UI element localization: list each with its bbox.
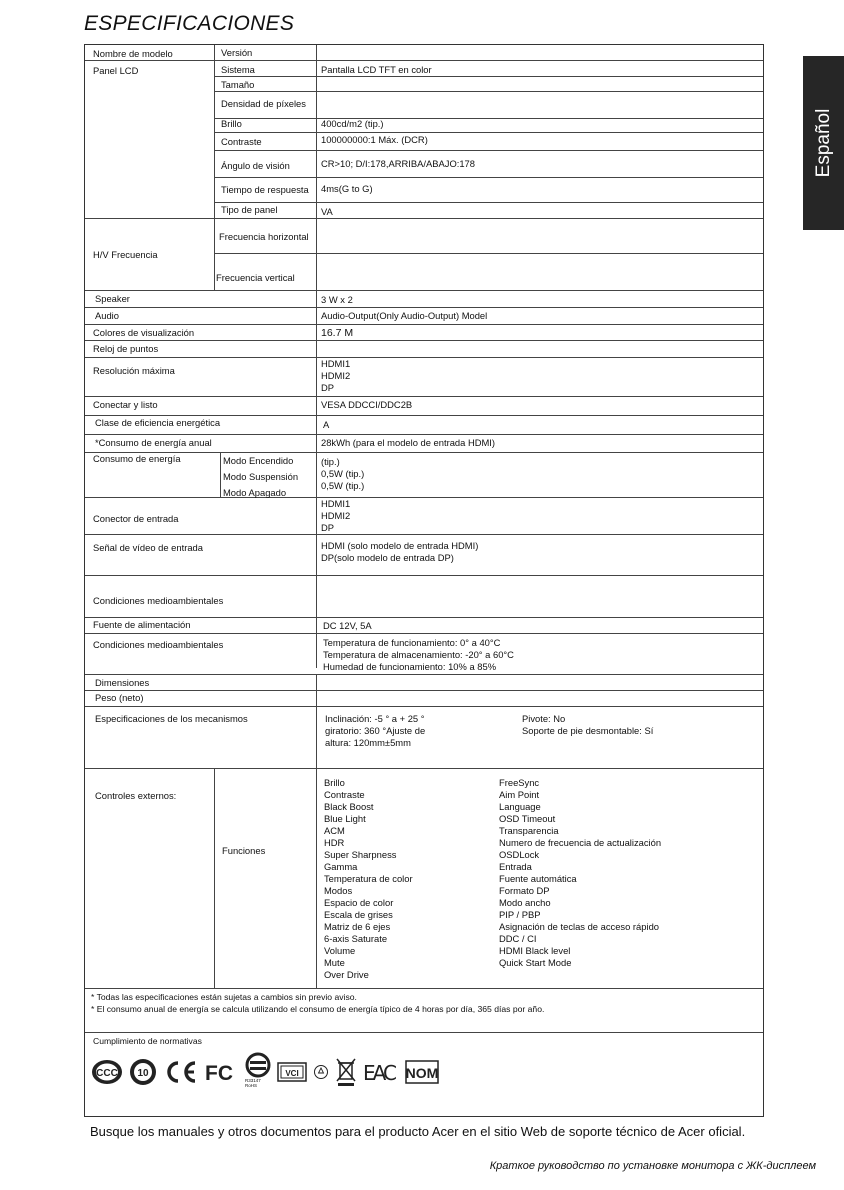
brightness-value: 400cd/m2 (tip.) <box>321 118 384 129</box>
note-energy: * El consumo anual de energía se calcula utilizando el consumo de energía típico de 4 horas por día, 365 días por año. <box>91 1004 545 1014</box>
svg-text:10: 10 <box>137 1068 149 1079</box>
system-value: Pantalla LCD TFT en color <box>321 64 432 75</box>
weight-label: Peso (neto) <box>95 692 144 703</box>
power-consumption-label: Consumo de energía <box>93 453 181 464</box>
functions-column-2: FreeSync Aim Point Language OSD Timeout Transparencia Numero de frecuencia de actualización OSDLock Entrada Fuente automática Formato DP Modo ancho PIP / PBP Asignación de teclas de acceso rápido DDC / CI HDMI Black level Quick Start Mode <box>499 777 662 968</box>
specifications-table <box>84 44 764 1117</box>
svg-text:NOM: NOM <box>405 1065 439 1081</box>
max-resolution-label: Resolución máxima <box>93 365 175 376</box>
lcd-panel-label: Panel LCD <box>93 65 139 76</box>
panel-type-label: Tipo de panel <box>221 204 278 215</box>
plug-and-play-value: VESA DDCCI/DDC2B <box>321 399 413 410</box>
language-tab-label: Español <box>812 108 834 178</box>
functions-column-1: Brillo Contraste Black Boost Blue Light ACM HDR Super Sharpness Gamma Temperatura de color Modos Espacio de color Escala de grises Matriz de 6 ejes 6-axis Saturate Volume Mute Over Drive <box>324 777 413 980</box>
response-time-label: Tiempo de respuesta <box>221 184 309 195</box>
env-conditions-label-2: Condiciones medioambientales <box>93 639 224 650</box>
svg-text:CCC: CCC <box>96 1068 118 1079</box>
viewing-angle-value: CR>10; D/I:178,ARRIBA/ABAJO:178 <box>321 158 475 169</box>
nom-icon <box>405 1060 439 1084</box>
annual-energy-label: *Consumo de energía anual <box>95 437 212 448</box>
max-resolution-value: HDMI1 HDMI2 DP <box>321 358 351 393</box>
viewing-angle-label: Ángulo de visión <box>221 160 290 171</box>
annual-energy-value: 28kWh (para el modelo de entrada HDMI) <box>321 437 496 448</box>
power-source-label: Fuente de alimentación <box>93 619 191 630</box>
svg-text:EAC: EAC <box>363 1061 397 1084</box>
power-modes: Modo Encendido Modo Suspensión Modo Apagado <box>223 455 299 498</box>
plug-and-play-label: Conectar y listo <box>93 399 158 410</box>
brightness-label: Brillo <box>221 118 242 129</box>
panel-type-value: VA <box>321 206 333 217</box>
hv-frequency-label: H/V Frecuencia <box>93 249 158 260</box>
dimensions-label: Dimensiones <box>95 677 150 688</box>
pixel-density-label: Densidad de píxeles <box>221 98 306 109</box>
compliance-label: Cumplimiento de normativas <box>93 1036 202 1046</box>
compliance-logos <box>91 1052 439 1092</box>
power-source-value: DC 12V, 5A <box>323 620 372 631</box>
compliance-icon-code: R33147 RoHS <box>245 1078 261 1088</box>
dot-clock-label: Reloj de puntos <box>93 343 159 354</box>
system-label: Sistema <box>221 64 255 75</box>
speaker-value: 3 W x 2 <box>321 294 353 305</box>
version-label: Versión <box>221 47 253 58</box>
display-colors-value: 16.7 M <box>321 327 354 339</box>
svg-text:FC: FC <box>205 1062 233 1085</box>
energy-class-label: Clase de eficiencia energética <box>95 417 221 428</box>
video-input-label: Señal de vídeo de entrada <box>93 542 203 553</box>
eac-icon <box>363 1060 399 1084</box>
guide-caption: Краткое руководство по установке монитора с ЖК-дисплеем <box>489 1160 816 1172</box>
size-label: Tamaño <box>221 79 255 90</box>
ce-icon <box>163 1059 199 1085</box>
mechanism-left: Inclinación: -5 ° a + 25 ° giratorio: 360 °Ajuste de altura: 120mm±5mm <box>325 713 426 748</box>
support-footer-text: Busque los manuales y otros documentos para el producto Acer en el sitio Web de soporte técnico de Acer oficial. <box>90 1124 746 1139</box>
speaker-label: Speaker <box>95 293 130 304</box>
china-rohs-10-icon <box>129 1058 157 1086</box>
page-title: ESPECIFICACIONES <box>84 12 295 35</box>
vertical-frequency-label: Frecuencia vertical <box>216 272 295 283</box>
svg-text:VCI: VCI <box>285 1069 299 1078</box>
display-colors-label: Colores de visualización <box>93 327 195 338</box>
contrast-value: 100000000:1 Máx. (DCR) <box>321 134 428 145</box>
input-connector-label: Conector de entrada <box>93 513 179 524</box>
horizontal-frequency-label: Frecuencia horizontal <box>219 231 309 242</box>
contrast-label: Contraste <box>221 136 262 147</box>
vcci-icon <box>277 1062 307 1082</box>
language-tab <box>803 56 844 230</box>
audio-value: Audio-Output(Only Audio-Output) Model <box>321 310 488 321</box>
input-connector-value: HDMI1 HDMI2 DP <box>321 498 351 533</box>
env-conditions-label-1: Condiciones medioambientales <box>93 595 224 606</box>
model-name-label: Nombre de modelo <box>93 48 173 59</box>
external-controls-label: Controles externos: <box>95 790 177 801</box>
recycle-icon <box>313 1064 329 1080</box>
response-time-value: 4ms(G to G) <box>321 183 373 194</box>
pse-icon <box>245 1052 271 1092</box>
note-changes: * Todas las especificaciones están sujetas a cambios sin previo aviso. <box>91 992 357 1002</box>
mechanism-right: Pivote: No Soporte de pie desmontable: Sí <box>522 713 654 736</box>
power-values: (tip.) 0,5W (tip.) 0,5W (tip.) <box>321 456 365 491</box>
functions-label: Funciones <box>222 845 266 856</box>
ccc-icon <box>91 1059 123 1085</box>
video-input-value: HDMI (solo modelo de entrada HDMI) DP(solo modelo de entrada DP) <box>321 540 479 563</box>
weee-bin-icon <box>335 1057 357 1087</box>
fcc-icon <box>205 1059 239 1085</box>
env-conditions-value: Temperatura de funcionamiento: 0° a 40°C Temperatura de almacenamiento: -20° a 60°C Humedad de funcionamiento: 10% a 85% <box>323 637 514 672</box>
energy-class-value: A <box>323 419 330 430</box>
audio-label: Audio <box>95 310 119 321</box>
mechanism-label: Especificaciones de los mecanismos <box>95 713 248 724</box>
